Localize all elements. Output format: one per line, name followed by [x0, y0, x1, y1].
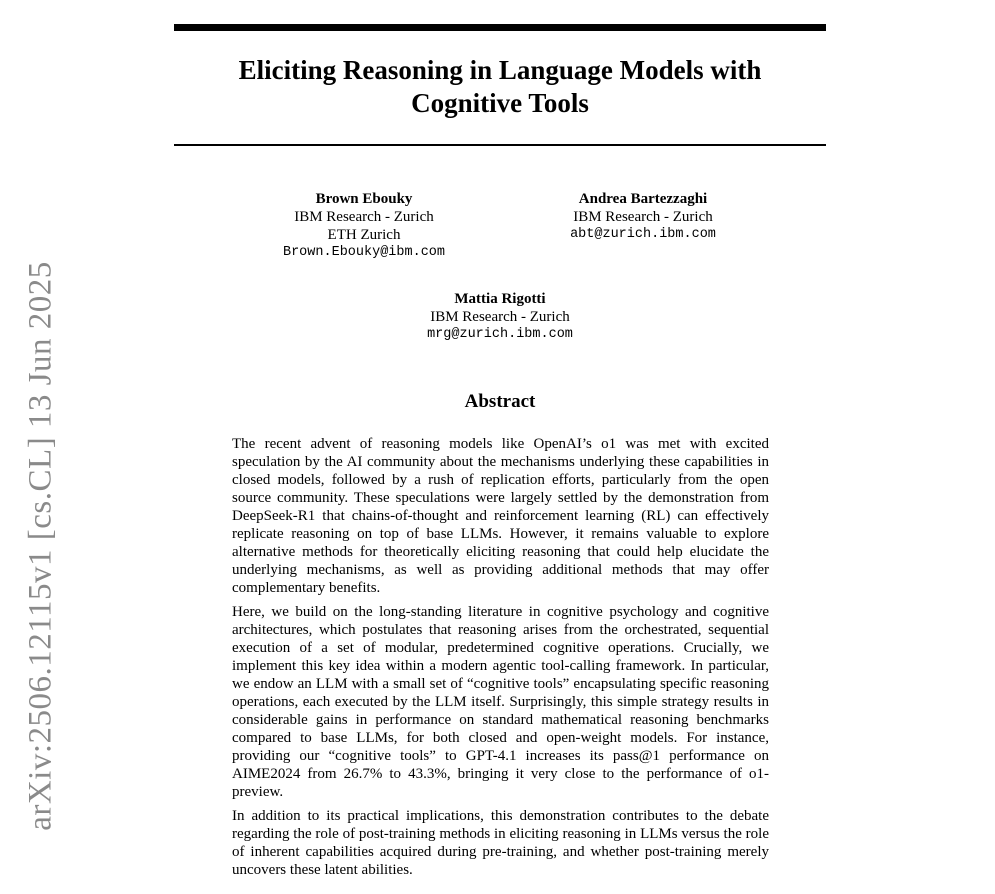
abstract-paragraph-1: The recent advent of reasoning models like OpenAI’s o1 was met with excited speculation by the AI community about the mechanisms underlying these capabilities in closed models, followed by a rush of replication efforts, particularly from the open source community. These speculations were largely settled by the demonstration from DeepSeek-R1 that chains-of-thought and reinforcement learning (RL) can effectively replicate reasoning on top of base LLMs. However, it remains valuable to explore alternative methods for theoretically eliciting reasoning that could help elucidate the underlying mechanisms, as well as providing additional methods that may offer complementary benefits. — [232, 436, 769, 596]
title-rule — [174, 144, 826, 146]
arxiv-identifier-stamp: arXiv:2506.12115v1 [cs.CL] 13 Jun 2025 — [22, 261, 59, 831]
author-affiliation: IBM Research - Zurich — [294, 209, 434, 225]
author-block-brown-ebouky — [264, 190, 464, 262]
author-name: Mattia Rigotti — [454, 291, 546, 307]
abstract-paragraph-2: Here, we build on the long-standing literature in cognitive psychology and cognitive architectures, which postulates that reasoning arises from the orchestrated, sequential execution of a set of modular, predetermined cognitive operations. Crucially, we implement this key idea within a modern agentic tool-calling framework. In particular, we endow an LLM with a small set of “cognitive tools” encapsulating specific reasoning operations, each executed by the LLM itself. Surprisingly, this simple strategy results in considerable gains in performance on standard mathematical reasoning benchmarks compared to base LLMs, for both closed and open-weight models. For instance, providing our “cognitive tools” to GPT-4.1 increases its pass@1 performance on AIME2024 from 26.7% to 43.3%, bringing it very close to the performance of o1-preview. — [232, 604, 769, 800]
abstract-body — [232, 435, 769, 885]
paper-title-line-2: Cognitive Tools — [411, 88, 589, 118]
author-email[interactable]: Brown.Ebouky@ibm.com — [282, 245, 446, 260]
author-affiliation: IBM Research - Zurich — [573, 209, 713, 225]
author-block-mattia-rigotti — [400, 290, 600, 344]
top-rule — [174, 24, 826, 31]
author-affiliation: ETH Zurich — [327, 227, 401, 243]
paper-title-line-1: Eliciting Reasoning in Language Models with — [238, 55, 762, 85]
paper-title — [174, 54, 826, 120]
abstract-paragraph-3: In addition to its practical implications, this demonstration contributes to the debate regarding the role of post-training methods in eliciting reasoning in LLMs versus the role of inherent capabilities acquired during pre-training, and whether post-training merely uncovers these latent abilities. — [232, 808, 769, 878]
author-affiliation: IBM Research - Zurich — [430, 309, 570, 325]
author-name: Brown Ebouky — [315, 191, 413, 207]
abstract-heading: Abstract — [464, 391, 536, 412]
author-email[interactable]: mrg@zurich.ibm.com — [427, 327, 573, 342]
author-email[interactable]: abt@zurich.ibm.com — [570, 227, 716, 242]
author-block-andrea-bartezzaghi — [543, 190, 743, 244]
author-name: Andrea Bartezzaghi — [578, 191, 708, 207]
